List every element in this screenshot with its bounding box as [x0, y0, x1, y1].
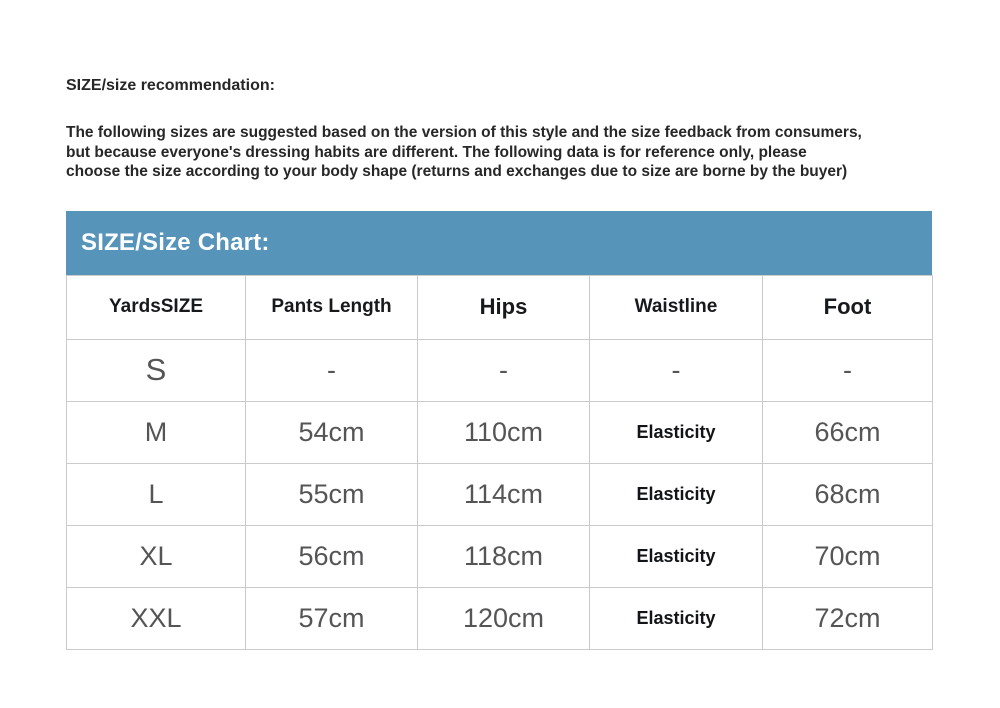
description-line: The following sizes are suggested based on the version of this style and the size feedback from consumers,: [66, 124, 862, 141]
size-recommendation-description: [66, 123, 932, 182]
waistline-value: -: [590, 339, 763, 401]
size-chart-table: [66, 275, 933, 650]
table-row-xxl: [67, 587, 933, 649]
size-label: S: [67, 339, 246, 401]
foot-value: 68cm: [763, 463, 933, 525]
size-label: M: [67, 401, 246, 463]
table-row-s: [67, 339, 933, 401]
size-chart-title: SIZE/Size Chart:: [81, 228, 270, 256]
column-header-pants-length: Pants Length: [246, 275, 418, 339]
waistline-value: Elasticity: [590, 587, 763, 649]
column-header-hips: Hips: [418, 275, 590, 339]
size-label: L: [67, 463, 246, 525]
pants-length-value: 54cm: [246, 401, 418, 463]
pants-length-value: 56cm: [246, 525, 418, 587]
foot-value: 72cm: [763, 587, 933, 649]
column-header-waistline: Waistline: [590, 275, 763, 339]
description-line: but because everyone's dressing habits are different. The following data is for reference only, please: [66, 143, 807, 161]
table-row-xl: [67, 525, 933, 587]
column-header-foot: Foot: [763, 275, 933, 339]
pants-length-value: 57cm: [246, 587, 418, 649]
pants-length-value: 55cm: [246, 463, 418, 525]
table-header-row: [67, 275, 933, 339]
size-label: XL: [67, 525, 246, 587]
hips-value: 110cm: [418, 401, 590, 463]
hips-value: -: [418, 339, 590, 401]
foot-value: 70cm: [763, 525, 933, 587]
foot-value: 66cm: [763, 401, 933, 463]
hips-value: 114cm: [418, 463, 590, 525]
size-chart-title-bar: [66, 211, 932, 275]
foot-value: -: [763, 339, 933, 401]
waistline-value: Elasticity: [590, 401, 763, 463]
hips-value: 118cm: [418, 525, 590, 587]
description-line: choose the size according to your body shape (returns and exchanges due to size are borne by the buyer): [66, 163, 848, 180]
column-header-yards-size: YardsSIZE: [67, 275, 246, 339]
size-label: XXL: [67, 587, 246, 649]
waistline-value: Elasticity: [590, 463, 763, 525]
table-row-l: [67, 463, 933, 525]
table-row-m: [67, 401, 933, 463]
pants-length-value: -: [246, 339, 418, 401]
size-recommendation-heading: SIZE/size recommendation:: [66, 77, 275, 94]
waistline-value: Elasticity: [590, 525, 763, 587]
content-area: [66, 0, 932, 650]
hips-value: 120cm: [418, 587, 590, 649]
